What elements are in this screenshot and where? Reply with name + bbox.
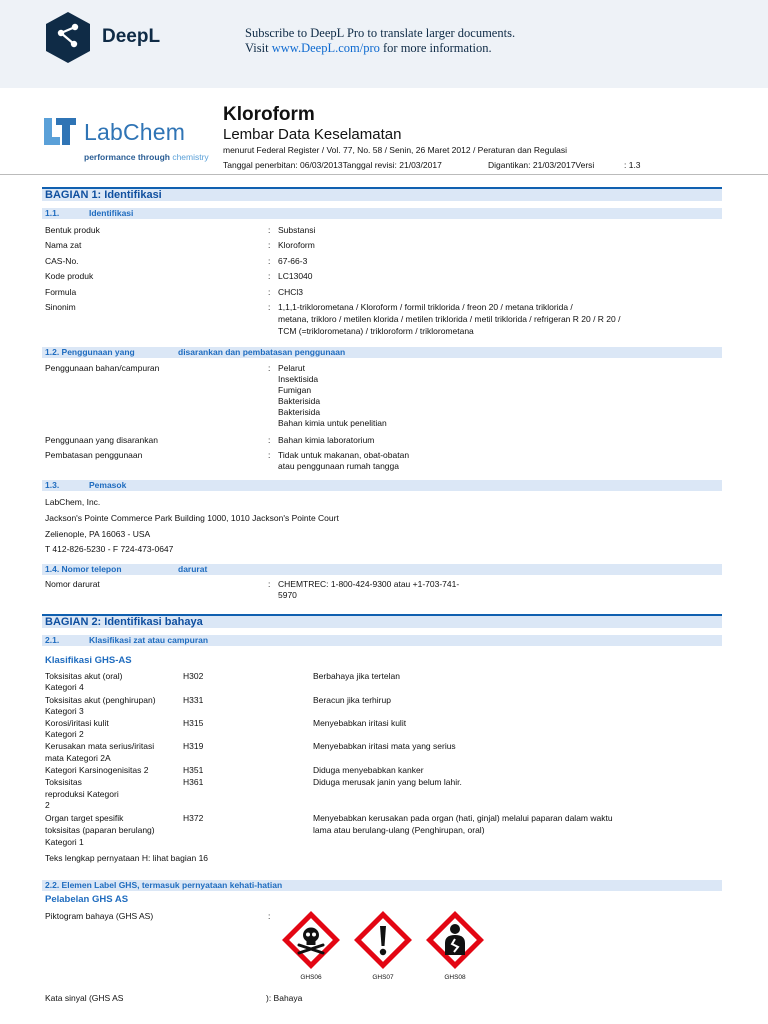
field-colon: : xyxy=(268,256,271,266)
field-colon: : xyxy=(268,302,271,312)
use-line: Bakterisida xyxy=(278,407,321,417)
banner-line-2-post: for more information. xyxy=(379,41,492,55)
hazard-statement: lama atau berulang-ulang (Penghirupan, oral) xyxy=(313,825,485,835)
deepl-pro-link[interactable]: www.DeepL.com/pro xyxy=(271,41,380,55)
deepl-logo-icon xyxy=(44,11,92,64)
use-line: Pelarut xyxy=(278,363,305,373)
hazard-code: H319 xyxy=(183,741,204,751)
field-colon: : xyxy=(268,271,271,281)
deepl-banner xyxy=(0,0,768,88)
subsection-1-2-header xyxy=(42,347,722,358)
hazard-class-line: Kategori 3 xyxy=(45,706,84,716)
field-label: Nama zat xyxy=(45,240,82,250)
hazard-class-line: Toksisitas xyxy=(45,777,82,787)
hazard-statement: Menyebabkan kerusakan pada organ (hati, ginjal) melalui paparan dalam waktu xyxy=(313,813,613,823)
tagline-part-b: chemistry xyxy=(172,152,209,162)
supplier-line: T 412-826-5230 - F 724-473-0647 xyxy=(45,544,174,554)
subsection-title: disarankan dan pembatasan penggunaan xyxy=(178,347,346,357)
exclamation-mark-icon xyxy=(354,911,412,969)
field-colon: : xyxy=(268,435,271,445)
synonym-line: TCM (=triklorometana) / trikloroform / triklorometana xyxy=(278,326,474,336)
subsection-title: darurat xyxy=(178,564,208,574)
synonym-line: metana, trikloro / metilen klorida / metilen triklorida / metil triklorida / refrigeran R 20 / R 20 / xyxy=(278,314,621,324)
pictogram-code: GHS08 xyxy=(444,974,466,981)
hazard-code: H302 xyxy=(183,671,204,681)
signal-word-label: Kata sinyal (GHS AS xyxy=(45,993,124,1003)
emergency-label: Nomor darurat xyxy=(45,579,100,589)
hazard-class-line: Toksisitas akut (oral) xyxy=(45,671,123,681)
hazard-class-line: Kategori 4 xyxy=(45,682,84,692)
hazard-code: H372 xyxy=(183,813,204,823)
supplier-line: Zelienople, PA 16063 - USA xyxy=(45,529,151,539)
section-1-header: BAGIAN 1: Identifikasi xyxy=(42,187,722,201)
subsection-2-2-header: 2.2. Elemen Label GHS, termasuk pernyataan kehati-hatian xyxy=(42,880,722,891)
synonym-label: Sinonim xyxy=(45,302,76,312)
emergency-line: CHEMTREC: 1-800-424-9300 atau +1-703-741- xyxy=(278,579,460,589)
synonym-line: 1,1,1-triklorometana / Kloroform / formil triklorida / freon 20 / metana triklorida / xyxy=(278,302,573,312)
subsection-number: 2.1. xyxy=(45,635,60,645)
banner-message xyxy=(245,26,515,56)
emergency-line: 5970 xyxy=(278,590,297,600)
field-label: Kode produk xyxy=(45,271,94,281)
restriction-label: Pembatasan penggunaan xyxy=(45,450,143,460)
field-colon: : xyxy=(268,363,271,373)
restriction-line: atau penggunaan rumah tangga xyxy=(278,461,399,471)
labchem-logo xyxy=(44,116,224,168)
hazard-class-line: Toksisitas akut (penghirupan) xyxy=(45,695,156,705)
subsection-title: Pemasok xyxy=(89,480,127,490)
banner-line-1: Subscribe to DeepL Pro to translate larger documents. xyxy=(245,26,516,40)
issue-revision-dates: Tanggal penerbitan: 06/03/2013Tanggal revisi: 21/03/2017 xyxy=(223,160,442,170)
hazard-statement: Menyebabkan iritasi mata yang serius xyxy=(313,741,456,751)
hazard-class-line: reproduksi Kategori xyxy=(45,789,119,799)
use-line: Bahan kimia untuk penelitian xyxy=(278,418,387,428)
document-title: Kloroform xyxy=(223,104,315,125)
subsection-number: 1.3. xyxy=(45,480,60,490)
field-colon: : xyxy=(268,450,271,460)
subsection-1-1-header xyxy=(42,208,722,219)
health-hazard-icon xyxy=(426,911,484,969)
hazard-class-line: toksisitas (paparan berulang) xyxy=(45,825,155,835)
skull-crossbones-icon xyxy=(282,911,340,969)
pictogram-code: GHS07 xyxy=(372,974,394,981)
banner-line-2 xyxy=(245,41,515,56)
hazard-class-line: Kategori Karsinogenisitas 2 xyxy=(45,765,149,775)
field-value: LC13040 xyxy=(278,271,313,281)
version-number: : 1.3 xyxy=(624,160,641,170)
document-subtitle: Lembar Data Keselamatan xyxy=(223,126,402,143)
ghs-labelling-heading: Pelabelan GHS AS xyxy=(45,894,129,905)
hazard-class-line: Kerusakan mata serius/iritasi xyxy=(45,741,155,751)
subsection-number: 1.1. xyxy=(45,208,60,218)
hazard-class-line: Kategori 1 xyxy=(45,837,84,847)
subsection-number: 1.4. Nomor telepon xyxy=(45,564,122,574)
field-value: 67-66-3 xyxy=(278,256,308,266)
hazard-statement: Diduga menyebabkan kanker xyxy=(313,765,424,775)
hazard-code: H315 xyxy=(183,718,204,728)
subsection-title: Klasifikasi zat atau campuran xyxy=(89,635,209,645)
field-label: Formula xyxy=(45,287,77,297)
hazard-code: H331 xyxy=(183,695,204,705)
field-colon: : xyxy=(268,911,271,921)
recommended-use-value: Bahan kimia laboratorium xyxy=(278,435,375,445)
banner-line-2-pre: Visit xyxy=(245,41,272,55)
subsection-1-4-header xyxy=(42,564,722,575)
hazard-class-line: mata Kategori 2A xyxy=(45,753,111,763)
labchem-mark-icon xyxy=(44,116,76,146)
header-divider xyxy=(0,174,768,175)
hazard-statement: Diduga merusak janin yang belum lahir. xyxy=(313,777,462,787)
full-text-note: Teks lengkap pernyataan H: lihat bagian 16 xyxy=(45,853,209,863)
deepl-brand-name: DeepL xyxy=(102,26,161,47)
regulation-line: menurut Federal Register / Vol. 77, No. 58 / Senin, 26 Maret 2012 / Peraturan dan Regulasi xyxy=(223,145,567,155)
hazard-class-line: Korosi/iritasi kulit xyxy=(45,718,109,728)
field-colon: : xyxy=(268,240,271,250)
field-value: CHCl3 xyxy=(278,287,304,297)
hazard-code: H361 xyxy=(183,777,204,787)
hazard-statement: Menyebabkan iritasi kulit xyxy=(313,718,407,728)
field-colon: : xyxy=(268,225,271,235)
subsection-2-1-header xyxy=(42,635,722,646)
hazard-class-line: Organ target spesifik xyxy=(45,813,124,823)
field-label: Bentuk produk xyxy=(45,225,100,235)
field-label: CAS-No. xyxy=(45,256,79,266)
tagline-part-a: performance through xyxy=(84,152,173,162)
pictogram-code: GHS06 xyxy=(300,974,322,981)
subsection-1-3-header xyxy=(42,480,722,491)
field-colon: : xyxy=(268,287,271,297)
pictogram-label: Piktogram bahaya (GHS AS) xyxy=(45,911,154,921)
labchem-tagline xyxy=(84,152,209,162)
restriction-line: Tidak untuk makanan, obat-obatan xyxy=(278,450,410,460)
field-value: Kloroform xyxy=(278,240,315,250)
hazard-statement: Berbahaya jika tertelan xyxy=(313,671,400,681)
use-line: Bakterisida xyxy=(278,396,321,406)
hazard-class-line: Kategori 2 xyxy=(45,729,84,739)
hazard-code: H351 xyxy=(183,765,204,775)
replaced-date: Digantikan: 21/03/2017Versi xyxy=(488,160,595,170)
supplier-line: Jackson's Pointe Commerce Park Building 1000, 1010 Jackson's Pointe Court xyxy=(45,513,339,523)
ghs-classification-heading: Klasifikasi GHS-AS xyxy=(45,655,132,666)
labchem-wordmark: LabChem xyxy=(84,119,186,145)
signal-word-value: ): Bahaya xyxy=(266,993,303,1003)
subsection-title: Identifikasi xyxy=(89,208,134,218)
use-line: Insektisida xyxy=(278,374,319,384)
use-label: Penggunaan bahan/campuran xyxy=(45,363,160,373)
subsection-number: 1.2. Penggunaan yang xyxy=(45,347,135,357)
recommended-use-label: Penggunaan yang disarankan xyxy=(45,435,158,445)
field-colon: : xyxy=(268,579,271,589)
section-2-header: BAGIAN 2: Identifikasi bahaya xyxy=(42,614,722,628)
hazard-class-line: 2 xyxy=(45,800,50,810)
use-line: Fumigan xyxy=(278,385,312,395)
supplier-line: LabChem, Inc. xyxy=(45,497,101,507)
field-value: Substansi xyxy=(278,225,316,235)
hazard-statement: Beracun jika terhirup xyxy=(313,695,391,705)
